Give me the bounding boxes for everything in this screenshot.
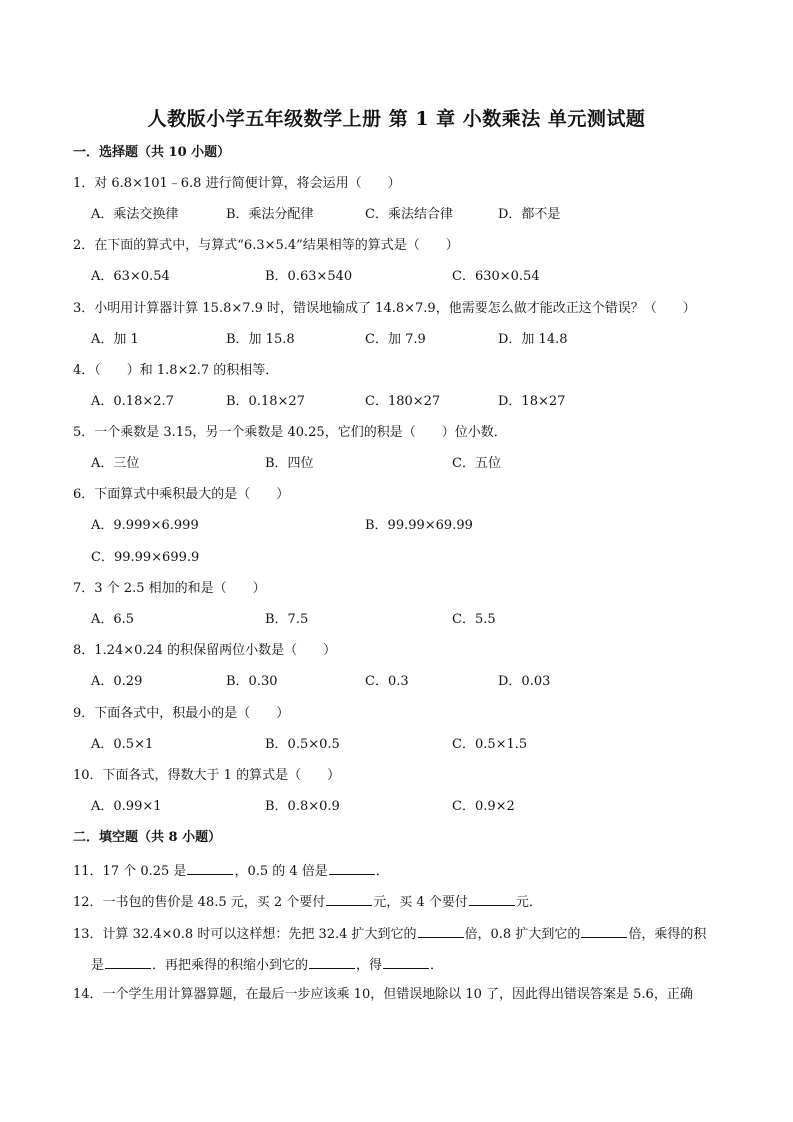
q4-option-a: A．0.18×2.7	[91, 394, 174, 409]
q12-blank-1[interactable]	[326, 892, 372, 906]
q13-blank-3[interactable]	[105, 955, 151, 969]
q13-blank-4[interactable]	[309, 955, 355, 969]
q12-text-3: 元．	[515, 895, 542, 910]
q3-option-b: B．加 15.8	[226, 332, 295, 347]
q1-option-c: C．乘法结合律	[365, 207, 453, 222]
q9-option-c: C．0.5×1.5	[452, 737, 528, 752]
q4-option-b: B．0.18×27	[226, 394, 305, 409]
q8-option-d: D．0.03	[498, 674, 551, 689]
question-5-stem: 5．一个乘数是 3.15，另一个乘数是 40.25，它们的积是（ ）位小数．	[73, 425, 507, 440]
question-9-stem: 9．下面各式中，积最小的是（ ）	[73, 706, 290, 721]
question-12	[73, 892, 542, 912]
q1-option-a: A．乘法交换律	[91, 207, 179, 222]
q12-text-2: 元，买 4 个要付	[373, 895, 468, 910]
q10-option-c: C．0.9×2	[452, 799, 515, 814]
q3-option-a: A．加 1	[91, 332, 139, 347]
q2-option-a: A．63×0.54	[91, 269, 170, 284]
q7-option-b: B．7.5	[265, 612, 309, 627]
q3-option-d: D．加 14.8	[498, 332, 568, 347]
q1-option-b: B．乘法分配律	[226, 207, 314, 222]
q11-text-3: ．	[375, 864, 389, 879]
question-10-stem: 10．下面各式，得数大于 1 的算式是（ ）	[73, 768, 341, 783]
q13-blank-1[interactable]	[418, 924, 464, 938]
q11-blank-2[interactable]	[329, 861, 375, 875]
q1-option-d: D．都不是	[498, 207, 561, 222]
q11-text-2: ，0.5 的 4 倍是	[234, 864, 328, 879]
q6-option-c: C．99.99×699.9	[91, 550, 200, 565]
question-13-continuation	[91, 955, 443, 975]
q13-cont-text-2: ．再把乘得的积缩小到它的	[152, 958, 309, 973]
question-2-stem: 2．在下面的算式中，与算式“6.3×5.4”结果相等的算式是（ ）	[73, 238, 459, 253]
q12-blank-2[interactable]	[469, 892, 515, 906]
question-3-stem: 3．小明用计算器计算 15.8×7.9 时，错误地输成了 14.8×7.9，他需要怎么做才能改正这个错误？（ ）	[73, 301, 696, 316]
q2-option-c: C．630×0.54	[452, 269, 540, 284]
question-7-stem: 7．3 个 2.5 相加的和是（ ）	[73, 581, 266, 596]
section-heading-multiple-choice: 一．选择题（共 10 小题）	[73, 145, 231, 160]
question-14: 14．一个学生用计算器算题，在最后一步应该乘 10，但错误地除以 10 了，因此得出错误答案是 5.6，正确	[73, 987, 693, 1002]
q6-option-b: B．99.99×69.99	[365, 518, 473, 533]
q5-option-a: A．三位	[91, 456, 140, 471]
question-8-stem: 8．1.24×0.24 的积保留两位小数是（ ）	[73, 643, 337, 658]
q11-text-1: 11．17 个 0.25 是	[73, 864, 187, 879]
q9-option-a: A．0.5×1	[91, 737, 154, 752]
q2-option-b: B．0.63×540	[265, 269, 353, 284]
q5-option-c: C．五位	[452, 456, 501, 471]
section-heading-fill-in: 二．填空题（共 8 小题）	[73, 830, 222, 845]
q8-option-a: A．0.29	[91, 674, 143, 689]
q10-option-a: A．0.99×1	[91, 799, 162, 814]
question-4-stem: 4．（ ）和 1.8×2.7 的积相等．	[73, 363, 279, 378]
page-title: 人教版小学五年级数学上册 第 1 章 小数乘法 单元测试题	[147, 108, 646, 130]
q13-cont-text-3: ，得	[356, 958, 383, 973]
q13-text-3: 倍，乘得的积	[628, 927, 707, 942]
q13-cont-text-1: 是	[91, 958, 105, 973]
question-1-stem: 1．对 6.8×101﹣6.8 进行简便计算，将会运用（ ）	[73, 176, 401, 191]
question-13	[73, 924, 706, 944]
question-6-stem: 6．下面算式中乘积最大的是（ ）	[73, 487, 290, 502]
q13-text-2: 倍，0.8 扩大到它的	[464, 927, 581, 942]
q7-option-a: A．6.5	[91, 612, 135, 627]
q11-blank-1[interactable]	[187, 861, 233, 875]
q9-option-b: B．0.5×0.5	[265, 737, 340, 752]
q13-text-1: 13．计算 32.4×0.8 时可以这样想：先把 32.4 扩大到它的	[73, 927, 417, 942]
q5-option-b: B．四位	[265, 456, 314, 471]
q13-blank-2[interactable]	[581, 924, 627, 938]
q12-text-1: 12．一书包的售价是 48.5 元，买 2 个要付	[73, 895, 326, 910]
q10-option-b: B．0.8×0.9	[265, 799, 340, 814]
question-11	[73, 861, 389, 881]
q3-option-c: C．加 7.9	[365, 332, 426, 347]
q8-option-c: C．0.3	[365, 674, 409, 689]
q7-option-c: C．5.5	[452, 612, 496, 627]
q13-cont-text-4: ．	[430, 958, 444, 973]
q8-option-b: B．0.30	[226, 674, 278, 689]
q4-option-c: C．180×27	[365, 394, 441, 409]
q4-option-d: D．18×27	[498, 394, 566, 409]
q13-blank-5[interactable]	[383, 955, 429, 969]
q6-option-a: A．9.999×6.999	[91, 518, 199, 533]
